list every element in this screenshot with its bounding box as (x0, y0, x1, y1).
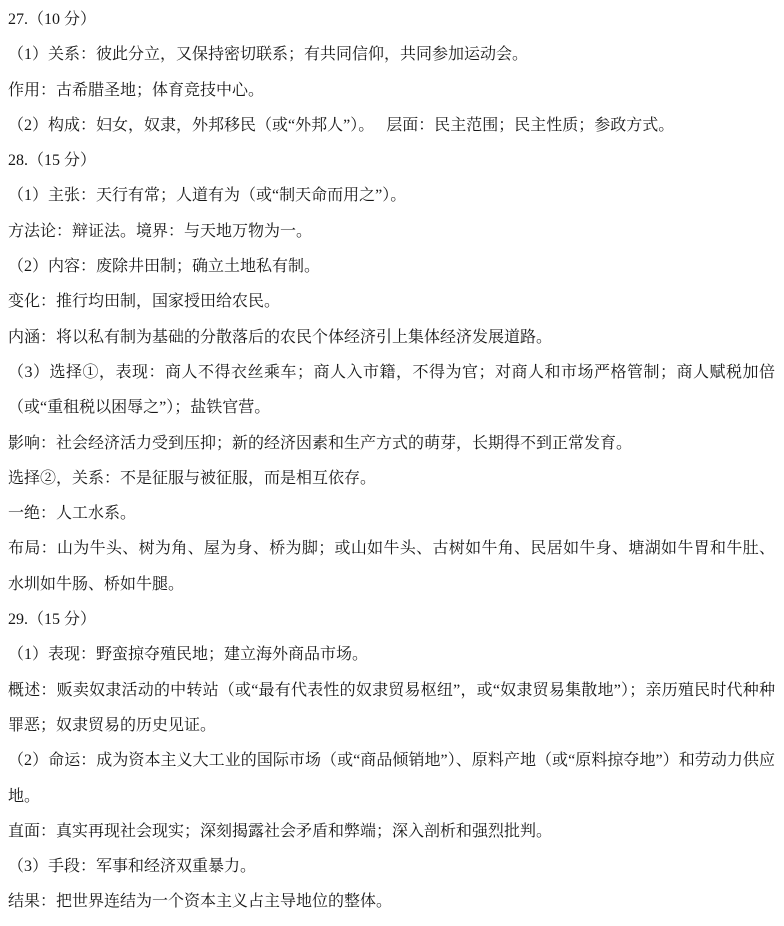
answer-paragraph: 直面：真实再现社会现实；深刻揭露社会矛盾和弊端；深入剖析和强烈批判。 (8, 822, 553, 840)
question-number: 29.（15 分） (8, 611, 97, 629)
answer-paragraph: 结果：把世界连结为一个资本主义占主导地位的整体。 (8, 893, 393, 911)
answer-paragraph: 概述：贩卖奴隶活动的中转站（或“最有代表性的奴隶贸易枢纽”，或“奴隶贸易集散地”）；亲历殖民时代种种罪恶；奴隶贸易的历史见证。 (8, 681, 775, 734)
answer-paragraph: 变化：推行均田制，国家授田给农民。 (8, 293, 281, 311)
question-block (8, 143, 775, 602)
answer-content (8, 2, 775, 920)
question-block (8, 2, 775, 143)
answer-paragraph: 一绝：人工水系。 (8, 505, 137, 523)
answer-paragraph: （1）主张：天行有常；人道有为（或“制天命而用之”）。 (8, 187, 407, 205)
answer-paragraph: 影响：社会经济活力受到压抑；新的经济因素和生产方式的萌芽，长期得不到正常发育。 (8, 434, 633, 452)
question-number: 27.（10 分） (8, 11, 97, 28)
answer-paragraph: 布局：山为牛头、树为角、屋为身、桥为脚；或山如牛头、古树如牛角、民居如牛身、塘湖如牛胃和牛肚、水圳如牛肠、桥如牛腿。 (8, 540, 775, 593)
answer-paragraph: 方法论：辩证法。境界：与天地万物为一。 (8, 222, 313, 240)
answer-paragraph: 内涵：将以私有制为基础的分散落后的农民个体经济引上集体经济发展道路。 (8, 328, 553, 346)
answer-paragraph: （2）构成：妇女，奴隶，外邦移民（或“外邦人”）。 层面：民主范围；民主性质；参政方式。 (8, 116, 675, 134)
answer-paragraph: （2）内容：废除井田制；确立土地私有制。 (8, 258, 321, 276)
answer-paragraph: （1）表现：野蛮掠夺殖民地；建立海外商品市场。 (8, 646, 369, 664)
answer-paragraph: （3）手段：军事和经济双重暴力。 (8, 858, 257, 876)
question-block (8, 602, 775, 920)
answer-paragraph: 选择②，关系：不是征服与被征服，而是相互依存。 (8, 469, 377, 487)
question-number: 28.（15 分） (8, 152, 97, 170)
answer-paragraph: 作用：古希腊圣地；体育竞技中心。 (8, 81, 265, 99)
answer-paragraph: （1）关系：彼此分立，又保持密切联系；有共同信仰，共同参加运动会。 (8, 46, 529, 64)
answer-paragraph: （3）选择①，表现：商人不得衣丝乘车；商人入市籍，不得为官；对商人和市场严格管制；商人赋税加倍（或“重租税以困辱之”）；盐铁官营。 (8, 363, 775, 417)
answer-paragraph: （2）命运：成为资本主义大工业的国际市场（或“商品倾销地”）、原料产地（或“原料掠夺地”）和劳动力供应地。 (8, 752, 775, 805)
